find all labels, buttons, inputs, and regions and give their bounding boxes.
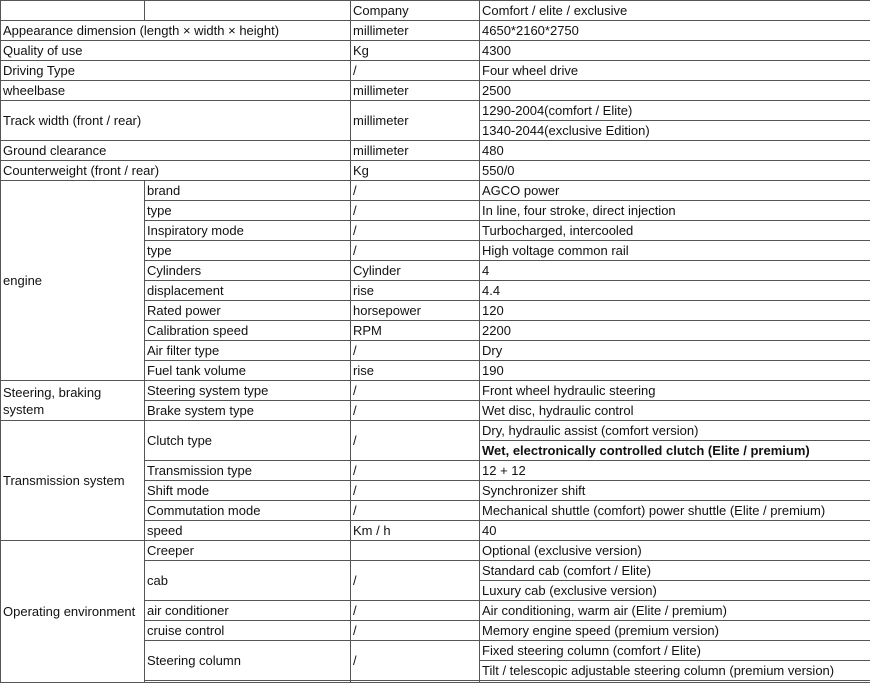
param-value: Optional (exclusive version): [480, 541, 870, 561]
table-row: [1, 41, 870, 61]
table-row: [1, 61, 870, 81]
header-unit-cell: Company: [351, 1, 480, 21]
sub-label: Air filter type: [145, 341, 351, 361]
table-row: [1, 381, 870, 401]
param-value: Wet disc, hydraulic control: [480, 401, 870, 421]
table-row: [1, 421, 870, 441]
sub-label: Calibration speed: [145, 321, 351, 341]
param-value: Dry: [480, 341, 870, 361]
param-unit: /: [351, 501, 480, 521]
param-unit: Km / h: [351, 521, 480, 541]
group-label-operating: Operating environment: [1, 541, 145, 683]
param-value: 550/0: [480, 161, 870, 181]
table-row: [1, 21, 870, 41]
param-value: 4.4: [480, 281, 870, 301]
param-unit: /: [351, 601, 480, 621]
group-label-engine: engine: [1, 181, 145, 381]
sub-label: Steering system type: [145, 381, 351, 401]
sub-label: brand: [145, 181, 351, 201]
table-row: [1, 161, 870, 181]
param-unit: Kg: [351, 161, 480, 181]
param-unit: [351, 541, 480, 561]
sub-label: type: [145, 241, 351, 261]
param-unit: /: [351, 341, 480, 361]
param-label: wheelbase: [1, 81, 351, 101]
sub-label: type: [145, 201, 351, 221]
param-value: Fixed steering column (comfort / Elite): [480, 641, 870, 661]
table-row: [1, 81, 870, 101]
param-value: Mechanical shuttle (comfort) power shuttle (Elite / premium): [480, 501, 870, 521]
sub-label: Fuel tank volume: [145, 361, 351, 381]
param-value: 480: [480, 141, 870, 161]
group-label-transmission: Transmission system: [1, 421, 145, 541]
header-value-cell: Comfort / elite / exclusive: [480, 1, 870, 21]
param-label: Driving Type: [1, 61, 351, 81]
sub-label: speed: [145, 521, 351, 541]
table-row: [1, 101, 870, 121]
param-value-emphasis: Wet, electronically controlled clutch (Elite / premium): [480, 441, 870, 461]
param-value: Luxury cab (exclusive version): [480, 581, 870, 601]
param-label: Counterweight (front / rear): [1, 161, 351, 181]
param-value: Dry, hydraulic assist (comfort version): [480, 421, 870, 441]
param-value: In line, four stroke, direct injection: [480, 201, 870, 221]
param-unit: millimeter: [351, 21, 480, 41]
sub-label: Shift mode: [145, 481, 351, 501]
table-row: [1, 141, 870, 161]
header-item-cell: [1, 1, 145, 21]
param-value: 40: [480, 521, 870, 541]
param-unit: millimeter: [351, 101, 480, 141]
param-unit: /: [351, 181, 480, 201]
param-value: Turbocharged, intercooled: [480, 221, 870, 241]
table-row: [1, 181, 870, 201]
param-unit: /: [351, 621, 480, 641]
param-unit: rise: [351, 281, 480, 301]
sub-label: displacement: [145, 281, 351, 301]
param-unit: millimeter: [351, 81, 480, 101]
param-unit: /: [351, 221, 480, 241]
param-value: 2500: [480, 81, 870, 101]
sub-label: Inspiratory mode: [145, 221, 351, 241]
param-value: 1340-2044(exclusive Edition): [480, 121, 870, 141]
param-value: Air conditioning, warm air (Elite / premium): [480, 601, 870, 621]
param-value: 4300: [480, 41, 870, 61]
param-unit: /: [351, 201, 480, 221]
param-unit: Cylinder: [351, 261, 480, 281]
sub-label: cab: [145, 561, 351, 601]
param-unit: /: [351, 481, 480, 501]
sub-label: Creeper: [145, 541, 351, 561]
sub-label: air conditioner: [145, 601, 351, 621]
param-unit: RPM: [351, 321, 480, 341]
sub-label: Cylinders: [145, 261, 351, 281]
param-value: Memory engine speed (premium version): [480, 621, 870, 641]
header-sub-cell: [145, 1, 351, 21]
param-value: 4650*2160*2750: [480, 21, 870, 41]
sub-label: Transmission type: [145, 461, 351, 481]
param-unit: horsepower: [351, 301, 480, 321]
param-label: Track width (front / rear): [1, 101, 351, 141]
param-unit: /: [351, 641, 480, 681]
param-value: Tilt / telescopic adjustable steering column (premium version): [480, 661, 870, 681]
header-row: [1, 1, 870, 21]
sub-label: cruise control: [145, 621, 351, 641]
table-row: [1, 541, 870, 561]
param-label: Ground clearance: [1, 141, 351, 161]
sub-label: Rated power: [145, 301, 351, 321]
sub-label: Commutation mode: [145, 501, 351, 521]
group-label-steering: Steering, braking system: [1, 381, 145, 421]
sub-label: Brake system type: [145, 401, 351, 421]
param-unit: /: [351, 461, 480, 481]
param-unit: Kg: [351, 41, 480, 61]
param-value: 12 + 12: [480, 461, 870, 481]
param-value: 190: [480, 361, 870, 381]
param-value: High voltage common rail: [480, 241, 870, 261]
param-value: AGCO power: [480, 181, 870, 201]
param-value: 4: [480, 261, 870, 281]
param-unit: /: [351, 241, 480, 261]
param-unit: rise: [351, 361, 480, 381]
param-value: 120: [480, 301, 870, 321]
param-unit: /: [351, 421, 480, 461]
param-unit: /: [351, 561, 480, 601]
param-unit: millimeter: [351, 141, 480, 161]
param-label: Appearance dimension (length × width × height): [1, 21, 351, 41]
param-unit: /: [351, 401, 480, 421]
param-value: Front wheel hydraulic steering: [480, 381, 870, 401]
param-value: 2200: [480, 321, 870, 341]
param-value: Four wheel drive: [480, 61, 870, 81]
sub-label: Clutch type: [145, 421, 351, 461]
param-unit: /: [351, 381, 480, 401]
param-unit: /: [351, 61, 480, 81]
param-value: 1290-2004(comfort / Elite): [480, 101, 870, 121]
param-value: Standard cab (comfort / Elite): [480, 561, 870, 581]
sub-label: Steering column: [145, 641, 351, 681]
param-value: Synchronizer shift: [480, 481, 870, 501]
param-label: Quality of use: [1, 41, 351, 61]
